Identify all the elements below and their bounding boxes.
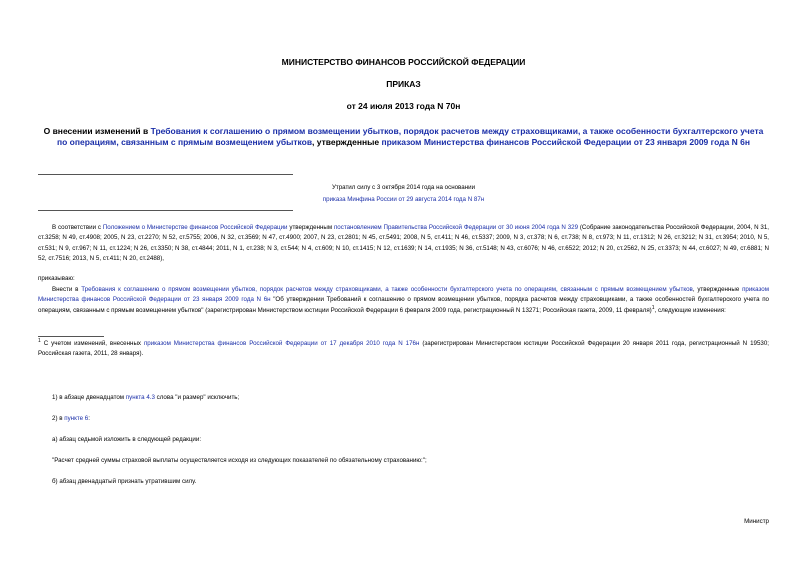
footnote-mark: 1 <box>38 337 41 344</box>
signature-title: Министр <box>744 518 769 525</box>
amendment-item-1 <box>52 393 239 403</box>
title-order-link[interactable]: приказом Министерства финансов Российской Федерации от 23 января 2009 года N 6н <box>381 137 750 147</box>
main-order-link[interactable]: приказом Министерства финансов Российской Федерации от 23 января 2009 года N 6н <box>38 286 769 304</box>
expiry-order-link[interactable]: приказа Минфина России от 29 августа 2014 года N 87н <box>322 196 485 203</box>
main-text-3: "Об утверждении Требований к соглашению о прямом возмещении убытков, порядка расчетов между страховщиками, а также особенностей бухгалтерского учета по операциям, связанным с прямым возмещением убытков" (зарегистрирован Министерством юстиции Российской Федерации 6 февраля 2009 года, регистрационный N 13271; Российская газета, 2009, 11 февраля) <box>38 296 769 314</box>
amendment-item-2 <box>52 414 90 424</box>
clause-4-3-link[interactable]: пункта 4.3 <box>125 394 155 401</box>
main-text-2: , утвержденные <box>692 286 743 293</box>
footnote-text-2: (зарегистрирован Министерством юстиции Российской Федерации 20 января 2011 года, регистрационный N 19530; Российская газета, 2011, 28 января). <box>38 340 769 358</box>
title-requirements-link[interactable]: Требования к соглашению о прямом возмещении убытков, порядок расчетов между страховщиками, а также особенности бухгалтерского учета по операциям, связанным с прямым возмещением убытков <box>56 126 764 147</box>
document-title <box>40 126 767 148</box>
item-1-text-b: слова "и размер" исключить; <box>154 394 240 401</box>
ministry-heading: МИНИСТЕРСТВО ФИНАНСОВ РОССИЙСКОЙ ФЕДЕРАЦИИ <box>281 57 526 67</box>
expiry-link-line <box>40 195 767 205</box>
item-1-text-a: 1) в абзаце двенадцатом <box>52 394 126 401</box>
footnote-reference[interactable]: 1 <box>651 304 655 311</box>
footnote-paragraph <box>38 339 769 360</box>
preamble-paragraph <box>38 223 769 265</box>
ministry-regulation-link[interactable]: Положением о Министерстве финансов Российской Федерации <box>102 224 288 231</box>
divider-bottom <box>38 210 293 211</box>
footnote-text-1: С учетом изменений, внесенных <box>43 340 144 347</box>
amendment-item-b: б) абзац двенадцатый признать утратившим силу. <box>52 478 197 485</box>
amendment-item-a: а) абзац седьмой изложить в следующей редакции: <box>52 436 202 443</box>
expiry-line: Утратил силу с 3 октября 2014 года на основании <box>331 184 476 191</box>
footnote-order-link[interactable]: приказом Министерства финансов Российской Федерации от 17 декабря 2010 года N 176н <box>143 340 420 347</box>
main-text-4: , следующие изменения: <box>654 306 726 314</box>
divider-top <box>38 174 293 175</box>
doc-type-heading: ПРИКАЗ <box>386 79 421 89</box>
main-text-1: Внести в <box>52 286 82 293</box>
clause-6-link[interactable]: пункте 6 <box>64 415 89 422</box>
amendment-item-quote: "Расчет средней суммы страховой выплаты осуществляется исходя из следующих показателей по обязательному страхованию:"; <box>52 457 427 464</box>
preamble-text-1: В соответствии с <box>52 224 103 231</box>
title-middle: , утвержденные <box>312 137 382 147</box>
item-2-text-a: 2) в <box>52 415 65 422</box>
main-paragraph <box>38 285 769 316</box>
government-resolution-link[interactable]: постановлением Правительства Российской Федерации от 30 июня 2004 года N 329 <box>333 224 579 231</box>
order-word: приказываю: <box>38 275 75 282</box>
item-2-text-b: : <box>88 415 90 422</box>
footnote-divider <box>38 336 104 337</box>
preamble-text-3: (Собрание законодательства Российской Федерации, 2004, N 31, ст.3258; N 49, ст.4908; 2005, N 23, ст.2270; N 52, ст.5755; 2006, N 32, ст.3569; N 47, ст.4900; 2007, N 23, ст.2801; N 45, ст.5491; 2008, N 5, ст.411; N 46, ст.5337; 2009, N 3, ст.378; N 6, ст.738; N 8, ст.973; N 11, ст.1312; N 26, ст.3212; N 31, ст.3954; 2010, N 5, ст.531; N 9, ст.967; N 11, ст.1224; N 26, ст.3350; N 38, ст.4844; 2011, N 1, ст.238; N 3, ст.544; N 4, ст.609; N 10, ст.1415; N 12, ст.1639; N 14, ст.1935; N 36, ст.5148; N 43, ст.6076; N 46, ст.6522; 2012; N 20, ст.2562, N 25, ст.3373; N 44, ст.6027; N 49, ст.6881; N 52, ст.7516; 2013, N 5, ст.411; N 20, ст.2488), <box>38 224 769 263</box>
date-number-heading: от 24 июля 2013 года N 70н <box>346 101 461 111</box>
preamble-text-2: утвержденным <box>287 224 334 231</box>
title-prefix: О внесении изменений в <box>43 126 151 136</box>
main-requirements-link[interactable]: Требования к соглашению о прямом возмещении убытков, порядок расчетов между страховщиками, а также особенности бухгалтерского учета по операциям, связанным с прямым возмещением убытков <box>81 286 693 293</box>
